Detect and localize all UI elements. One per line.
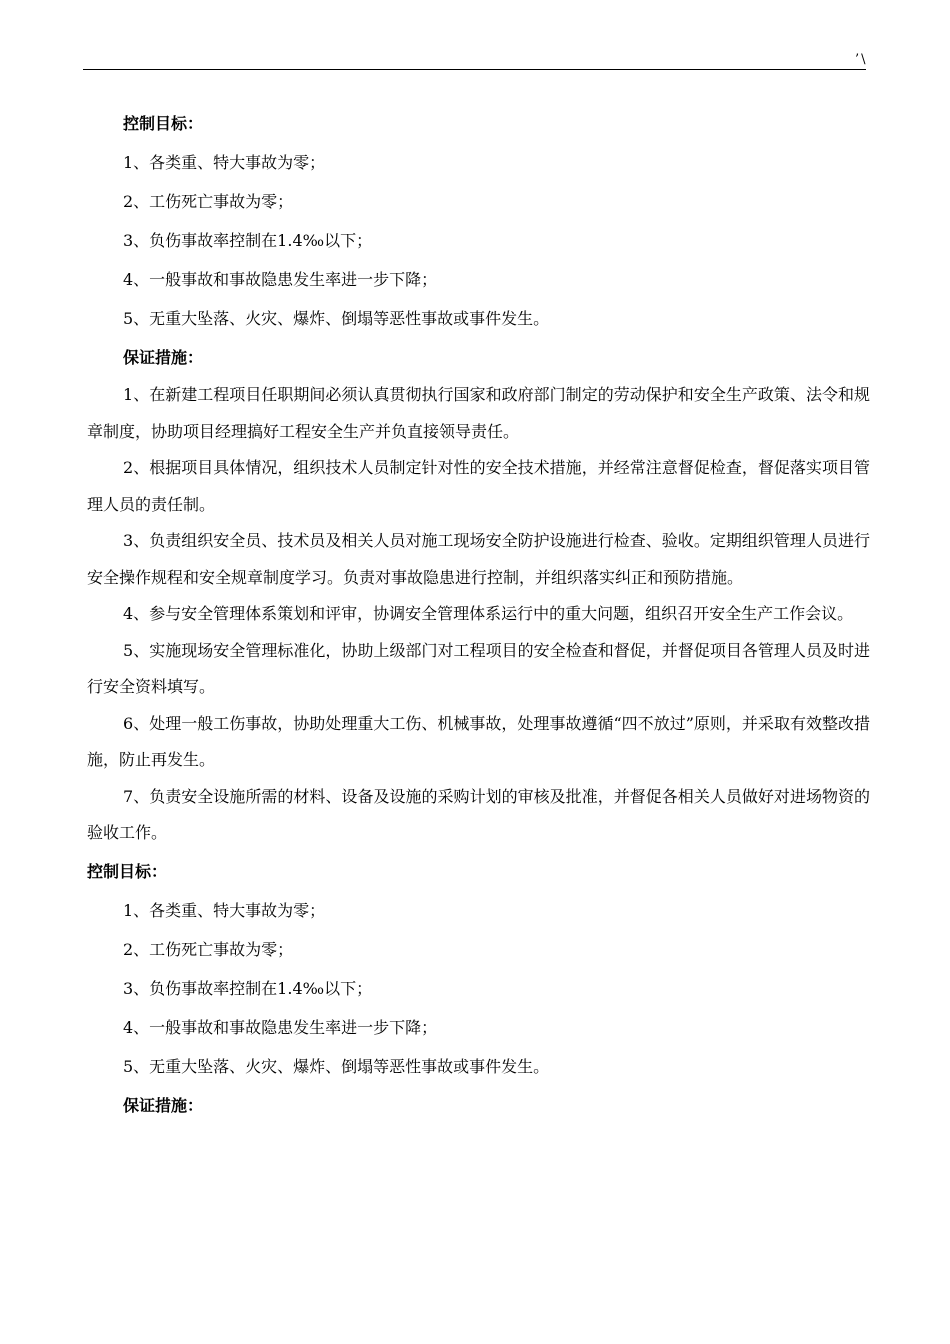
measure-paragraph-1: 1、在新建工程项目任职期间必须认真贯彻执行国家和政府部门制定的劳动保护和安全生产政策、法令和规章制度，协助项目经理搞好工程安全生产并负直接领导责任。 [87, 385, 870, 441]
measure-paragraph-5: 5、实施现场安全管理标准化，协助上级部门对工程项目的安全检查和督促，并督促项目各管理人员及时进行安全资料填写。 [87, 640, 870, 696]
control-target-heading-2: 控制目标： [87, 861, 168, 881]
target-item-5: 5、无重大坠落、火灾、爆炸、倒塌等恶性事故或事件发生。 [123, 309, 550, 328]
measure-paragraph-3: 3、负责组织安全员、技术员及相关人员对施工现场安全防护设施进行检查、验收。定期组织管理人员进行安全操作规程和安全规章制度学习。负责对事故隐患进行控制，并组织落实纠正和预防措施。 [87, 531, 870, 587]
guarantee-measures-heading: 保证措施： [123, 348, 204, 367]
target-item-1: 1、各类重、特大事故为零； [123, 153, 326, 172]
measure-paragraph-2: 2、根据项目具体情况，组织技术人员制定针对性的安全技术措施，并经常注意督促检查，督促落实项目管理人员的责任制。 [87, 458, 870, 514]
measure-paragraph-6: 6、处理一般工伤事故，协助处理重大工伤、机械事故，处理事故遵循“四不放过”原则，并采取有效整改措施，防止再发生。 [87, 713, 870, 769]
measure-paragraph-4: 4、参与安全管理体系策划和评审，协调安全管理体系运行中的重大问题，组织召开安全生产工作会议。 [123, 604, 854, 623]
target-item-2-1: 1、各类重、特大事故为零； [123, 900, 326, 920]
target-item-4: 4、一般事故和事故隐患发生率进一步下降； [123, 270, 438, 289]
document-body [87, 104, 870, 1125]
measure-paragraph-7: 7、负责安全设施所需的材料、设备及设施的采购计划的审核及批准，并督促各相关人员做好对进场物资的验收工作。 [87, 786, 870, 842]
header-rule [83, 69, 866, 70]
target-item-2-5: 5、无重大坠落、火灾、爆炸、倒塌等恶性事故或事件发生。 [123, 1056, 550, 1076]
control-target-heading: 控制目标： [123, 114, 204, 133]
header-mark: ’\ [855, 52, 868, 67]
guarantee-measures-heading-2: 保证措施： [123, 1095, 204, 1115]
target-item-2: 2、工伤死亡事故为零； [123, 192, 294, 211]
target-item-2-4: 4、一般事故和事故隐患发生率进一步下降； [123, 1017, 438, 1037]
target-item-2-3: 3、负伤事故率控制在1.4‰以下； [123, 978, 373, 998]
target-item-2-2: 2、工伤死亡事故为零； [123, 939, 294, 959]
target-item-3: 3、负伤事故率控制在1.4‰以下； [123, 231, 373, 250]
